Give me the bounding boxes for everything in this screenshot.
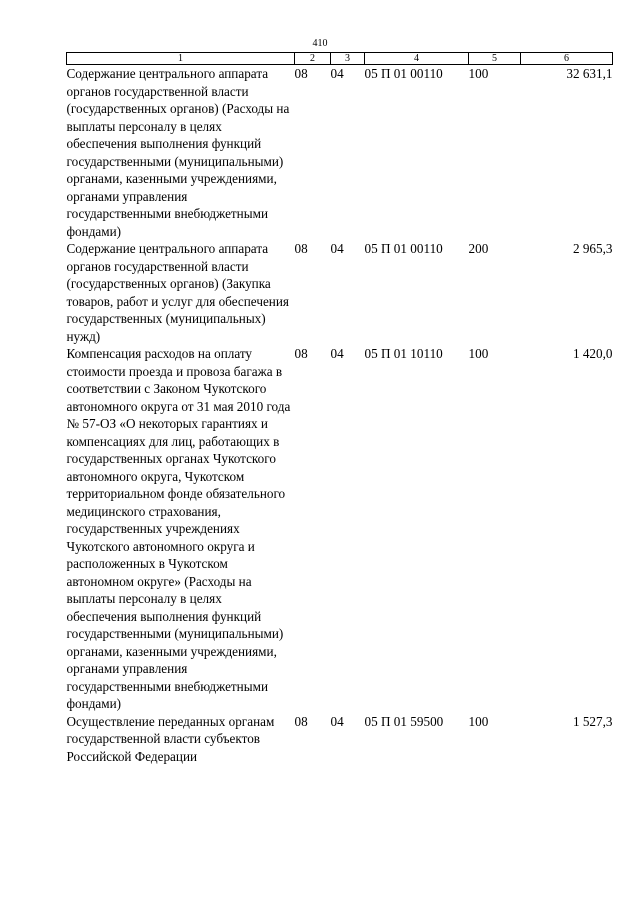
- header-col-2: 2: [295, 53, 331, 65]
- row-amount: 2 965,3: [572, 241, 613, 256]
- row-amount: 1 527,3: [572, 713, 613, 729]
- row-expense-type: 100: [468, 66, 489, 81]
- header-row: [67, 53, 613, 65]
- row-section: 08: [294, 346, 308, 361]
- row-target-article: 05 П 01 00110: [364, 241, 443, 256]
- row-name: Содержание центрального аппарата органов государственной власти (государственных органов) (Расходы на выплаты персоналу в целях обеспечения выполнения функций государственными (муниципальными) органами, казенными учреждениями, органами управления государственными внебюджетными фондами): [66, 66, 290, 239]
- header-col-5: 5: [469, 53, 521, 65]
- row-amount: 1 420,0: [572, 346, 613, 361]
- header-col-4: 4: [365, 53, 469, 65]
- table-body: [67, 65, 613, 766]
- row-expense-type: 100: [468, 713, 489, 729]
- row-section: 08: [294, 241, 308, 256]
- row-subsection: 04: [330, 66, 344, 81]
- header-col-6: 6: [521, 53, 613, 65]
- page-number: 410: [312, 38, 328, 49]
- row-amount: 32 631,1: [566, 66, 613, 81]
- table-header: [67, 53, 613, 65]
- row-section: 08: [294, 66, 308, 81]
- row-name: Содержание центрального аппарата органов государственной власти (государственных органов) (Закупка товаров, работ и услуг для обеспечения государственных (муниципальных) нужд): [66, 241, 289, 344]
- header-col-3: 3: [331, 53, 365, 65]
- row-subsection: 04: [330, 713, 344, 729]
- row-expense-type: 200: [468, 241, 489, 256]
- header-col-1: 1: [67, 53, 295, 65]
- row-name: Компенсация расходов на оплату стоимости проезда и провоза багажа в соответствии с Законом Чукотского автономного округа от 31 мая 2010 года № 57-ОЗ «О некоторых гарантиях и компенсациях для лиц, работающих в государственных органах Чукотского автономного округа, Чукотском территориальном фонде обязательного медицинского страхования, государственных учреждениях Чукотского автономного округа и расположенных в Чукотском автономном округе» (Расходы на выплаты персоналу в целях обеспечения выполнения функций государственными (муниципальными) органами, казенными учреждениями, органами управления государственными внебюджетными фондами): [66, 346, 291, 711]
- table-row: [67, 345, 613, 713]
- row-section: 08: [294, 713, 308, 729]
- table-row: [67, 65, 613, 241]
- row-subsection: 04: [330, 346, 344, 361]
- row-target-article: 05 П 01 10110: [364, 346, 443, 361]
- row-expense-type: 100: [468, 346, 489, 361]
- table-row: [67, 713, 613, 766]
- row-target-article: 05 П 01 59500: [364, 713, 444, 729]
- row-subsection: 04: [330, 241, 344, 256]
- budget-table: [66, 52, 613, 765]
- row-name: Осуществление переданных органам государственной власти субъектов Российской Федерации: [66, 713, 275, 764]
- table-row: [67, 240, 613, 345]
- row-target-article: 05 П 01 00110: [364, 66, 443, 81]
